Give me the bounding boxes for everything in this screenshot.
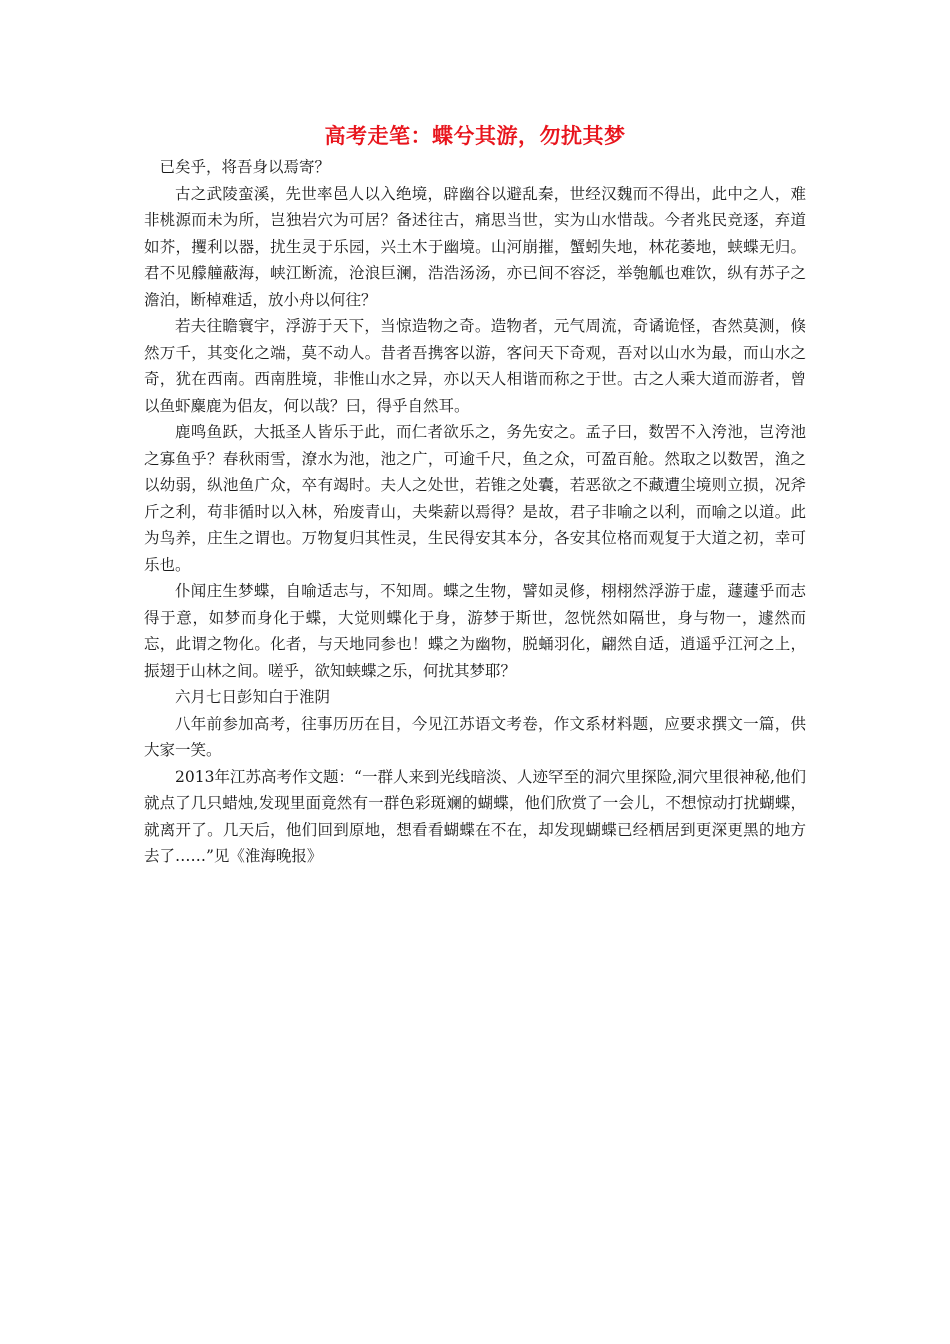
document-page: [144, 118, 806, 870]
paragraph-4: 鹿鸣鱼跃，大抵圣人皆乐于此，而仁者欲乐之，务先安之。孟子曰，数罟不入洿池，岂洿池之寡鱼乎？春秋雨雪，潦水为池，池之广，可逾千尺，鱼之众，可盈百舱。然取之以数罟，渔之以幼弱，纵池鱼广众，卒有竭时。夫人之处世，若锥之处囊，若恶欲之不藏遭尘境则立损，况斧斤之利，苟非循时以入林，殆废青山，夫柴薪以焉得？是故，君子非喻之以利，而喻之以道。此为鸟养，庄生之谓也。万物复归其性灵，生民得安其本分，各安其位格而观复于大道之初，幸可乐也。: [144, 423, 806, 574]
document-title: 高考走笔：蝶兮其游，勿扰其梦: [324, 123, 626, 148]
paragraph-2: 古之武陵蛮溪，先世率邑人以入绝境，辟幽谷以避乱秦，世经汉魏而不得出，此中之人，难非桃源而未为所，岂独岩穴为可居？备述往古，痛思当世，实为山水惜哉。今者兆民竞逐，弃道如芥，攫利以器，扰生灵于乐园，兴土木于幽境。山河崩摧，蟹蚓失地，林花萎地，蛱蝶无归。君不见艨艟蔽海，峡江断流，沧浪巨澜，浩浩汤汤，亦已间不容泛，举匏觚也难饮，纵有苏子之澹泊，断棹难适，放小舟以何往？: [144, 184, 806, 309]
paragraph-7: 八年前参加高考，往事历历在目，今见江苏语文考卷，作文系材料题，应要求撰文一篇，供大家一笑。: [144, 714, 806, 759]
paragraph-5: 仆闻庄生梦蝶，自喻适志与，不知周。蝶之生物，譬如灵修，栩栩然浮游于虚，蘧蘧乎而志得于意，如梦而身化于蝶，大觉则蝶化于身，游梦于斯世，忽恍然如隔世，身与物一，遽然而忘，此谓之物化。化者，与天地同参也！蝶之为幽物，脱蛹羽化，翩然自适，逍遥乎江河之上，振翅于山林之间。嗟乎，欲知蛱蝶之乐，何扰其梦耶？: [144, 582, 806, 680]
exam-prompt-paragraph: 2013年江苏高考作文题：“一群人来到光线暗淡、人迹罕至的洞穴里探险,洞穴里很神秘,他们就点了几只蜡烛,发现里面竟然有一群色彩斑斓的蝴蝶，他们欣赏了一会儿，不想惊动打扰蝴蝶，就离开了。几天后，他们回到原地，想看看蝴蝶在不在，却发现蝴蝶已经栖居到更深更黑的地方去了……”见《淮海晚报》: [144, 767, 806, 865]
paragraph-1: 已矣乎，将吾身以焉寄？: [159, 158, 331, 176]
paragraph-3: 若夫往瞻寰宇，浮游于天下，当惊造物之奇。造物者，元气周流，奇谲诡怪，杳然莫测，倏然万千，其变化之端，莫不动人。昔者吾携客以游，客问天下奇观，吾对以山水为最，而山水之奇，犹在西南。西南胜境，非惟山水之异，亦以天人相谐而称之于世。古之人乘大道而游者，曾以鱼虾麋鹿为侣友，何以哉？曰，得乎自然耳。: [144, 317, 806, 415]
signature-line: 六月七日彭知白于淮阴: [175, 688, 331, 706]
